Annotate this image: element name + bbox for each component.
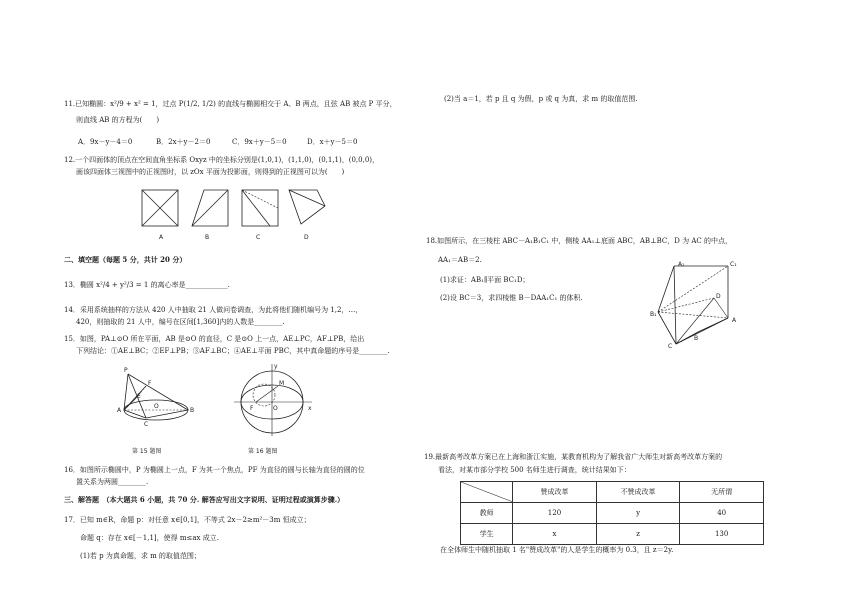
table-cell: 40 bbox=[680, 503, 764, 524]
q11-option-b: B．2x＋y－2＝0 bbox=[156, 138, 211, 146]
fig16-label-o: O bbox=[273, 405, 278, 412]
q12-view-b bbox=[190, 188, 230, 228]
q12-view-c bbox=[240, 188, 280, 228]
q16-line1: 16．如图所示椭圆中，P 为椭圆上一点，F 为其一个焦点，PF 为直径的圆与长轴为直径的圆的位 bbox=[64, 466, 365, 474]
figure-15 bbox=[116, 366, 195, 434]
q15-line2: 下列结论：①AE⊥BC；②EF⊥PB；③AF⊥BC；④AE⊥平面 PBC，其中真命题的序号是________. bbox=[76, 347, 390, 355]
q11-option-a: A．9x－y－4＝0 bbox=[78, 138, 133, 146]
fig16-label-x: x bbox=[308, 405, 312, 412]
q12-line1: 12.一个四面体的顶点在空间直角坐标系 Oxyz 中的坐标分别是(1,0,1)，(1,1,0)，(0,1,1)，(0,0,0)， bbox=[64, 156, 380, 164]
q11-line1: 11.已知椭圆：x²/9 + x² = 1，过点 P(1/2, 1/2) 的直线与椭圆相交于 A、B 两点，且弦 AB 被点 P 平分， bbox=[64, 100, 397, 108]
fig18-label-c1: C₁ bbox=[730, 261, 737, 268]
q16-line2: 置关系为两圆________. bbox=[76, 478, 149, 486]
fig18-label-b: B bbox=[694, 335, 699, 342]
q17-line3: (1)若 p 为真命题，求 m 的取值范围； bbox=[80, 552, 201, 560]
q19-line1: 19.最新高考改革方案已在上海和浙江实施，某教育机构为了解我省广大师生对新高考改革方案的 bbox=[424, 453, 723, 461]
table-cell: 学生 bbox=[461, 524, 513, 545]
q18-part1: (1)求证：AB₁∥平面 BC₁D； bbox=[440, 276, 530, 284]
q12-view-a bbox=[140, 188, 180, 228]
q18-part2: (2)设 BC＝3，求四棱锥 B－DAA₁C₁ 的体积. bbox=[440, 294, 583, 302]
table-header-cell: 无所谓 bbox=[680, 482, 764, 503]
table-row bbox=[461, 503, 764, 524]
table-row bbox=[461, 482, 764, 503]
fig18-label-c: C bbox=[668, 343, 673, 350]
fig15-label-p: P bbox=[124, 367, 128, 374]
q19-stats-table bbox=[460, 481, 764, 545]
table-cell: x bbox=[513, 524, 597, 545]
fig15-label-e: E bbox=[137, 393, 141, 400]
q12-view-d bbox=[287, 188, 327, 228]
q12-label-c: C bbox=[256, 234, 261, 241]
q13: 13．椭圆 x²/4 + y²/3 = 1 的离心率是____________. bbox=[64, 281, 230, 289]
table-header-corner bbox=[461, 482, 513, 503]
fig16-label-m: M bbox=[279, 380, 285, 387]
section-2-heading: 二、填空题（每题 5 分，共计 20 分） bbox=[64, 255, 187, 264]
fig18-label-d: D bbox=[716, 293, 721, 300]
section-3-heading: 三、解答题 （本大题共 6 小题，共 70 分. 解答应写出文字说明、证明过程或演算步骤.） bbox=[64, 495, 345, 504]
q17-line1: 17．已知 m∈R，命题 p：对任意 x∈[0,1]，不等式 2x－2≥m²－3m 恒成立； bbox=[64, 516, 311, 524]
table-cell: 教师 bbox=[461, 503, 513, 524]
figure-15-caption: 第 15 题图 bbox=[132, 448, 162, 455]
table-cell: 130 bbox=[680, 524, 764, 545]
table-cell: 120 bbox=[513, 503, 597, 524]
fig15-label-c: C bbox=[144, 421, 149, 428]
q12-label-b: B bbox=[205, 234, 210, 241]
fig15-label-f: F bbox=[148, 380, 152, 387]
q12-label-a: A bbox=[159, 234, 164, 241]
q11-option-c: C．9x＋y－5＝0 bbox=[232, 138, 287, 146]
figure-18-prism bbox=[648, 261, 737, 350]
q18-line2: AA₁＝AB＝2. bbox=[438, 256, 482, 264]
q12-line2: 画该四面体三视图中的正视图时，以 zOx 平面为投影面，则得到的正视图可以为( ) bbox=[76, 168, 345, 176]
q11-line2: 则直线 AB 的方程为( ) bbox=[76, 116, 160, 124]
fig15-label-a: A bbox=[117, 407, 122, 414]
table-cell: z bbox=[596, 524, 680, 545]
q17-line2: 命题 q：存在 x∈[－1,1]，使得 m≤ax 成立. bbox=[80, 534, 219, 542]
fig15-label-b: B bbox=[190, 407, 195, 414]
fig16-label-y: y bbox=[274, 363, 278, 370]
q17-part2: (2)当 a＝1，若 p 且 q 为假，p 或 q 为真，求 m 的取值范围. bbox=[444, 95, 638, 103]
q14-line2: 420，则抽取的 21 人中，编号在区间[1,360]内的人数是________. bbox=[76, 318, 285, 326]
q12-label-d: D bbox=[304, 234, 309, 241]
q18-line1: 18.如图所示，在三棱柱 ABC－A₁B₁C₁ 中，侧棱 AA₁⊥底面 ABC，AB⊥BC，D 为 AC 的中点， bbox=[426, 237, 732, 245]
q19-line2: 看法，对某市部分学校 500 名师生进行调查，统计结果如下： bbox=[438, 466, 631, 474]
table-cell: y bbox=[596, 503, 680, 524]
table-header-cell: 赞成改革 bbox=[513, 482, 597, 503]
q14-line1: 14．采用系统抽样的方法从 420 人中抽取 21 人做问卷调查，为此将他们随机编号为 1,2，…， bbox=[64, 306, 363, 314]
q15-line1: 15．如图，PA⊥⊙O 所在平面，AB 是⊙O 的直径，C 是⊙O 上一点，AE⊥PC，AF⊥PB，给出 bbox=[64, 335, 365, 343]
fig16-label-f: F bbox=[250, 405, 254, 412]
fig18-label-a: A bbox=[732, 317, 737, 324]
figure-16 bbox=[230, 362, 314, 438]
right-column bbox=[424, 0, 860, 608]
fig15-label-o: O bbox=[154, 403, 159, 410]
fig18-label-b1: B₁ bbox=[650, 311, 657, 318]
fig18-label-a1: A₁ bbox=[678, 261, 685, 268]
table-row bbox=[461, 524, 764, 545]
table-header-cell: 不赞成改革 bbox=[596, 482, 680, 503]
q19-after-table: 在全体师生中随机抽取 1 名"赞成改革"的人是学生的概率为 0.3，且 z＝2y. bbox=[440, 546, 674, 554]
figure-16-caption: 第 16 题图 bbox=[248, 448, 278, 455]
q11-option-d: D．x＋y－5＝0 bbox=[307, 138, 358, 146]
